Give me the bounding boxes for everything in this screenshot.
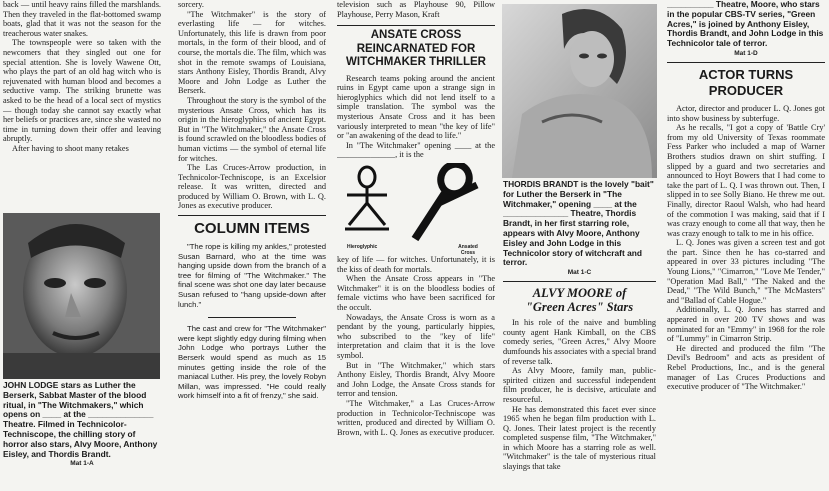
ansate-story-para-2: In "The Witchmaker" opening ____ at the ______________, it is the <box>337 140 495 160</box>
column-2 <box>178 0 326 491</box>
producer-story-para-2: As he recalls, "I got a copy of 'Battle Cry' from my old University of Texas roommate Fess Parker who included a map of Warner Brothers studios drawn on shirt stuffing. I slipped by a guard and two secretaries and announced to Hoyt Bowers that I had come to take the part of L. Q. I was thrown out. Then, I slipped in to see Solly Biano. He threw me out. Finally, director Raoul Walsh, who had heard of the commotion I was making, said that if I was crazy enough to come all that way, then he was crazy enough to talk to me in his office. <box>667 123 825 238</box>
alvy-story-para-1: In his role of the naive and bumbling county agent Hank Kimball, on the CBS comedy series, "Green Acres," Alvy Moore dumfounds his associates with a special brand of reverse talk. <box>503 318 656 366</box>
alvy-moore-headline-line-1: ALVY MOORE of <box>532 286 627 301</box>
ansate-headline-rule <box>337 25 495 26</box>
column-item-2: The cast and crew for "The Witchmaker" were kept slightly edgy during filming when John Lodge who portrays Luther the Berserk would spend as much as 15 minutes getting inside the role of the maniacal Luther. His prey, the lovely Robyn Millan, was impressed. "He could really work himself into a fit of frenzy," she said. <box>178 324 326 401</box>
col2-para-3: Throughout the story is the symbol of the mysterious Ansate Cross, which has its origin in the hieroglyphics of ancient Egypt. But in "The Witchmaker," the Ansate Cross is found scrawled on the bloodless bodies of human victims — the symbol of eternal life for witches. <box>178 95 326 163</box>
alvy-moore-rule <box>503 281 656 282</box>
ansate-story-para-6: But in "The Witchmaker," which stars Anthony Eisley, Thordis Brandt, Alvy Moore and John Lodge, the Ansate Cross stands for terror and tension. <box>337 360 495 399</box>
col1-para-2: The townspeople were so taken with the newcomers that they singled out one for special attention. She is lovely Wawene Ott, who plays the part of an old hag witch who is rejuvenated with human blood and becomes a seductive vamp. The striking brunette was asked to be the head of a local sect of mystics — though today she cannot say exactly what her beliefs or practices are, since she wasted no time in turning down their offer and leaving abruptly. <box>3 38 161 144</box>
column-item-1: "The rope is killing my ankles," protested Susan Barnard, who at the time was hanging upside down from the branch of a tree for filming of "The Witchmaker." The final scene was shot one day later because Susan refused to "hang upside-down after lunch." <box>178 242 326 309</box>
mat-label-1a: Mat 1-A <box>70 460 94 468</box>
ansated-cross-icon <box>415 163 477 239</box>
mat-label-1d: Mat 1-D <box>734 49 758 57</box>
column-5 <box>667 0 825 491</box>
column-1-caption <box>3 381 161 491</box>
thordis-brandt-caption: THORDIS BRANDT is the lovely "bait" for Luther the Berserk in "The Witchmaker," opening ____ at the ______________ Theatre, Thordis Brandt, in her first starring role, appears with Alvy Moore, Anthony Eisley and John Lodge in this Technicolor story of witchcraft and terror. <box>503 180 654 268</box>
hieroglyphic-ankh-icon <box>345 167 389 229</box>
ansate-glyphs <box>337 163 495 255</box>
col1-para-3: After having to shoot many retakes <box>12 143 129 153</box>
ansate-story-para-4: When the Ansate Cross appears in "The Witchmaker" it is on the bloodless bodies of female victims who have been sacrificed for the occult. <box>337 274 495 312</box>
portrait-illustration <box>3 213 160 379</box>
producer-story-para-1: Actor, director and producer L. Q. Jones got into show business by subterfuge. <box>667 103 825 123</box>
col2-para-2: "The Witchmaker" is the story of everlasting life — for witches. Unfortunately, this life is drawn from poor mortals, in the form of their blood, and of course, the mortals die. The film, which was shot in the remote swamps of Louisiana, stars Anthony Eisley, Thordis Brandt, Alvy Moore and John Lodge as Luther the Berserk. <box>178 9 326 96</box>
john-lodge-photo <box>3 213 160 379</box>
col1-para-1: back — until heavy rains filled the marshlands. Then they traveled in the flat-bottomed swamp boats, glad that it was not the season for the treacherous water snakes. <box>3 0 161 38</box>
mat-label-1c: Mat 1-C <box>567 269 592 277</box>
actor-producer-rule <box>667 62 825 63</box>
column-items-rule-top <box>178 215 326 216</box>
ansate-story-para-7: "The Witchmaker," a Las Cruces-Arrow production in Technicolor-Techniscope was written, produced and directed by William O. Brown, with L. Q. Jones as executive producer. <box>337 398 495 437</box>
portrait-illustration-2 <box>502 4 657 178</box>
ansate-story-para-5: Nowadays, the Ansate Cross is worn as a pendant by the young, particularly hippies, who subscribed to the "key of life" interpretation and claim that it is the love symbol. <box>337 312 495 360</box>
ansate-cross-headline: ANSATE CROSS REINCARNATED FOR WITCHMAKER THRILLER <box>346 29 486 69</box>
ansate-cross-illustration <box>337 163 495 243</box>
col3-para-top: television such as Playhouse 90, Pillow Playhouse, Perry Mason, Kraft <box>337 0 495 19</box>
column-items-headline: COLUMN ITEMS <box>194 220 310 238</box>
producer-story-para-5: He directed and produced the film "The Devil's Bedroom" and acts as president of Rebel Productions, Inc., and is the general manager of Las Cruces Productions and executive producer of "The Witchmaker." <box>667 343 825 392</box>
john-lodge-caption: JOHN LODGE stars as Luther the Berserk, Sabbat Master of the blood ritual, in "The Witchmakers," which opens on ____ at the ______________ Theatre. Filmed in Technicolor-Techniscope, the chilling story of horror also stars, Alvy Moore, Anthony Eisley, and Thordis Brandt. <box>3 381 158 459</box>
producer-story-para-3: L. Q. Jones was given a screen test and got the part. Since then he has co-starred and appeared in over 33 pictures including "The Young Lions," "Cimarron," "Love Me Tender," "Operation Mad Ball," "The Naked and the Dead," "The Wild Bunch," "The McMasters" and "Ballad of Cable Hogue." <box>667 238 825 305</box>
col2-para-4: The Las Cruces-Arrow production, in Technicolor-Techniscope, is an Excelsior release. It was written, directed and produced by William O. Brown, with L. Q. Jones as executive producer. <box>178 163 326 211</box>
col2-para-1: sorcery. <box>178 0 204 9</box>
alvy-moore-headline-line-2: "Green Acres" Stars <box>525 300 634 315</box>
ansate-story-para-1: Research teams poking around the ancient ruins in Egypt came upon a strange sign in hieroglyphics which did not lend itself to a simple translation. The symbol was the mysterious Ansate Cross and it has been variously interpreted to mean "the key of life" or "an awakening of the dead to life." <box>337 73 495 141</box>
column-4 <box>503 180 656 491</box>
actor-turns-producer-headline: ACTOR TURNS PRODUCER <box>698 66 794 98</box>
column-items-divider <box>208 317 296 318</box>
ansate-story-para-3: key of life — for witches. Unfortunately, it is the kiss of death for mortals. <box>337 255 495 274</box>
alvy-moore-photo-caption: __________ Theatre, Moore, who stars in the popular CBS-TV series, "Green Acres," is joined by Anthony Eisley, Thordis Brandt, and John Lodge in this Technicolor tale of terror. <box>667 0 824 49</box>
alvy-moore-headline <box>503 286 656 314</box>
hieroglyphic-label: Hieroglyphic <box>347 244 378 251</box>
alvy-story-para-3: He has demonstrated this facet ever since 1965 when he began film production with L. Q. Jones. Their latest project is the recently completed suspense film, "The Witchmaker," in which Moore has a starring role as well. "Witchmaker" is the tale of mysterious ritual slayings that take <box>503 404 656 472</box>
column-3 <box>337 0 495 491</box>
producer-story-para-4: Additionally, L. Q. Jones has starred and appeared in over 200 TV shows and was nominated for an "Emmy" in 1968 for the role of "Lummy" in Cimarron Strip. <box>667 305 825 344</box>
ansated-cross-label: Ansated Cross <box>458 244 478 257</box>
thordis-brandt-photo <box>502 4 657 178</box>
alvy-story-para-2: As Alvy Moore, family man, public-spirited citizen and successful independent film producer, he is decisive, articulate and resourceful. <box>503 366 656 404</box>
